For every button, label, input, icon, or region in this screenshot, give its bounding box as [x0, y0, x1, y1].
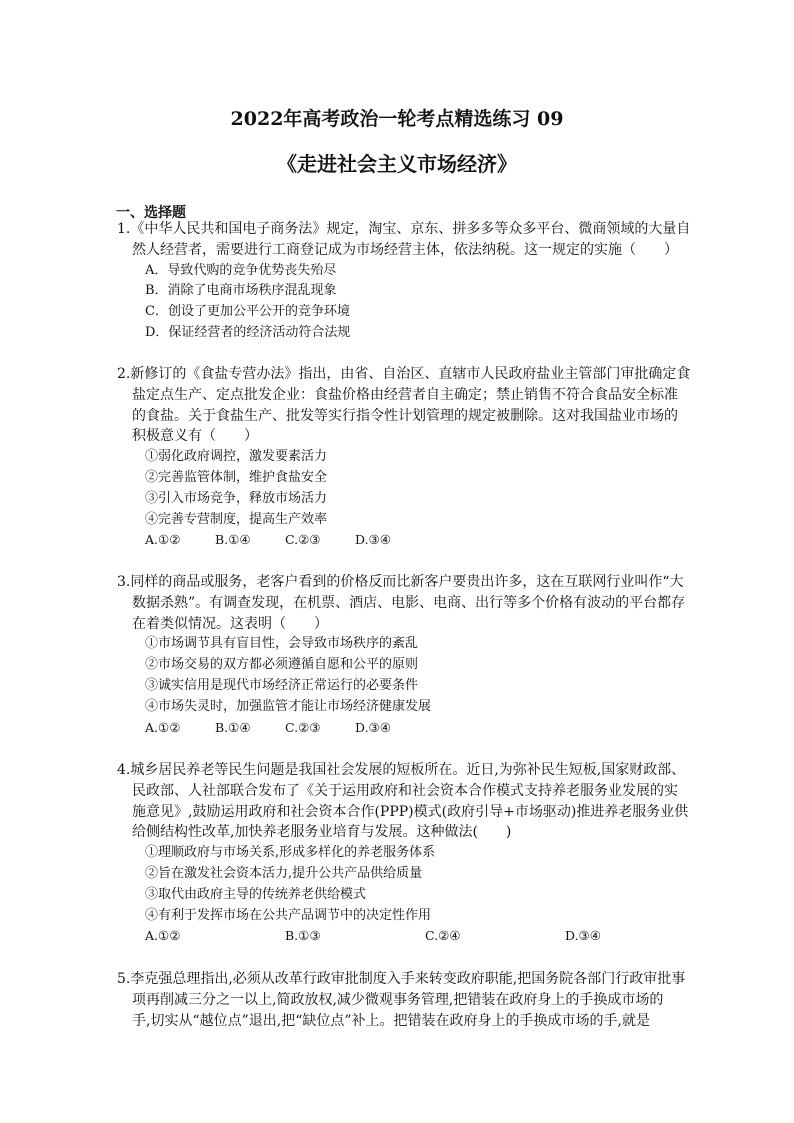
question-1-line-2: 然人经营者，需要进行工商登记成为市场经营主体，依法纳税。这一规定的实施（ ）: [132, 241, 678, 258]
question-4-item-4: ④有利于发挥市场在公共产品调节中的决定性作用: [145, 907, 432, 923]
question-4-choice-d: D.③④: [565, 928, 601, 944]
question-3-line-3: 在着类似情况。这表明（ ）: [132, 615, 328, 632]
question-2-choice-c: C.②③: [285, 532, 321, 548]
question-2-choices: [117, 530, 707, 551]
question-5-line-3: 手,切实从“越位点”退出,把“缺位点”补上。把错装在政府身上的手换成市场的手,就是: [132, 1012, 650, 1029]
question-3-choice-b: B.①④: [215, 719, 251, 735]
question-5-line-1: 5.李克强总理指出,必须从改革行政审批制度入手来转变政府职能,把国务院各部门行政审批事: [117, 971, 686, 987]
question-5-line-2: 项再削减三分之一以上,简政放权,减少微观事务管理,把错装在政府身上的手换成市场的: [132, 991, 664, 1008]
question-1-option-b: B．消除了电商市场秩序混乱现象: [145, 283, 337, 299]
question-4-line-1: 4.城乡居民养老等民生问题是我国社会发展的短板所在。近日,为弥补民生短板,国家财政部、: [117, 762, 686, 778]
page-title: 2022年高考政治一轮考点精选练习 09: [230, 108, 564, 130]
question-1: [117, 219, 707, 344]
question-1-option-a: A．导致代购的竞争优势丧失殆尽: [145, 262, 337, 278]
question-2-item-1: ①弱化政府调控，激发要素活力: [145, 449, 328, 465]
question-4-choice-a: A.①②: [145, 928, 181, 944]
question-3-item-3: ③诚实信用是现代市场经济正常运行的必要条件: [145, 677, 419, 693]
question-3-item-2: ②市场交易的双方都必须遵循自愿和公平的原则: [145, 657, 419, 673]
question-4-item-3: ③取代由政府主导的传统养老供给模式: [145, 886, 367, 902]
question-3: [117, 572, 707, 738]
question-4: [117, 760, 707, 947]
question-3-item-1: ①市场调节具有盲目性，会导致市场秩序的紊乱: [145, 636, 419, 652]
question-4-item-1: ①理顺政府与市场关系,形成多样化的养老服务体系: [145, 845, 436, 861]
page-subtitle: 《走进社会主义市场经济》: [277, 152, 517, 176]
question-4-item-2: ②旨在激发社会资本活力,提升公共产品供给质量: [145, 865, 423, 881]
question-4-line-2: 民政部、人社部联合发布了《关于运用政府和社会资本合作模式支持养老服务业发展的实: [132, 782, 678, 799]
question-2-choice-d: D.③④: [355, 532, 391, 548]
question-3-choices: [117, 718, 707, 739]
question-3-line-1: 3.同样的商品或服务，老客户看到的价格反而比新客户要贵出许多，这在互联网行业叫作“大: [117, 574, 684, 590]
question-4-line-3: 施意见》,鼓励运用政府和社会资本合作(PPP)模式(政府引导+市场驱动)推进养老服务业供: [132, 803, 689, 820]
question-3-choice-a: A.①②: [145, 719, 181, 735]
question-1-line-1: 1.《中华人民共和国电子商务法》规定，淘宝、京东、拼多多等众多平台、微商领域的大量自: [117, 221, 691, 237]
question-2-line-4: 积极意义有（ ）: [132, 428, 258, 445]
question-4-choice-b: B.①③: [285, 928, 321, 944]
question-2-choice-a: A.①②: [145, 532, 181, 548]
question-1-option-d: D．保证经营者的经济活动符合法规: [145, 324, 351, 340]
question-3-line-2: 数据杀熟”。有调查发现，在机票、酒店、电影、电商、出行等多个价格有波动的平台都存: [132, 594, 686, 611]
question-3-choice-c: C.②③: [285, 719, 321, 735]
question-2-item-2: ②完善监管体制，维护食盐安全: [145, 469, 328, 485]
question-2-choice-b: B.①④: [215, 532, 251, 548]
question-2-line-2: 盐定点生产、定点批发企业：食盐价格由经营者自主确定；禁止销售不符合食品安全标准: [132, 386, 678, 403]
question-2: [117, 364, 707, 551]
question-1-option-c: C．创设了更加公平公开的竞争环境: [145, 304, 350, 320]
question-4-choice-c: C.②④: [425, 928, 461, 944]
question-2-item-4: ④完善专营制度，提高生产效率: [145, 511, 328, 527]
section-heading: 一、选择题: [116, 205, 186, 221]
question-2-line-1: 2.新修订的《食盐专营办法》指出，由省、自治区、直辖市人民政府盐业主管部门审批确定食: [117, 366, 691, 382]
question-2-item-3: ③引入市场竞争，释放市场活力: [145, 490, 328, 506]
question-3-item-4: ④市场失灵时，加强监管才能让市场经济健康发展: [145, 698, 432, 714]
question-4-choices: [117, 926, 707, 947]
question-4-line-4: 给侧结构性改革,加快养老服务业培育与发展。这种做法( ): [132, 824, 512, 841]
question-3-choice-d: D.③④: [355, 719, 391, 735]
question-5: [117, 969, 707, 1031]
question-2-line-3: 的食盐。关于食盐生产、批发等实行指令性计划管理的规定被删除。这对我国盐业市场的: [132, 407, 678, 424]
